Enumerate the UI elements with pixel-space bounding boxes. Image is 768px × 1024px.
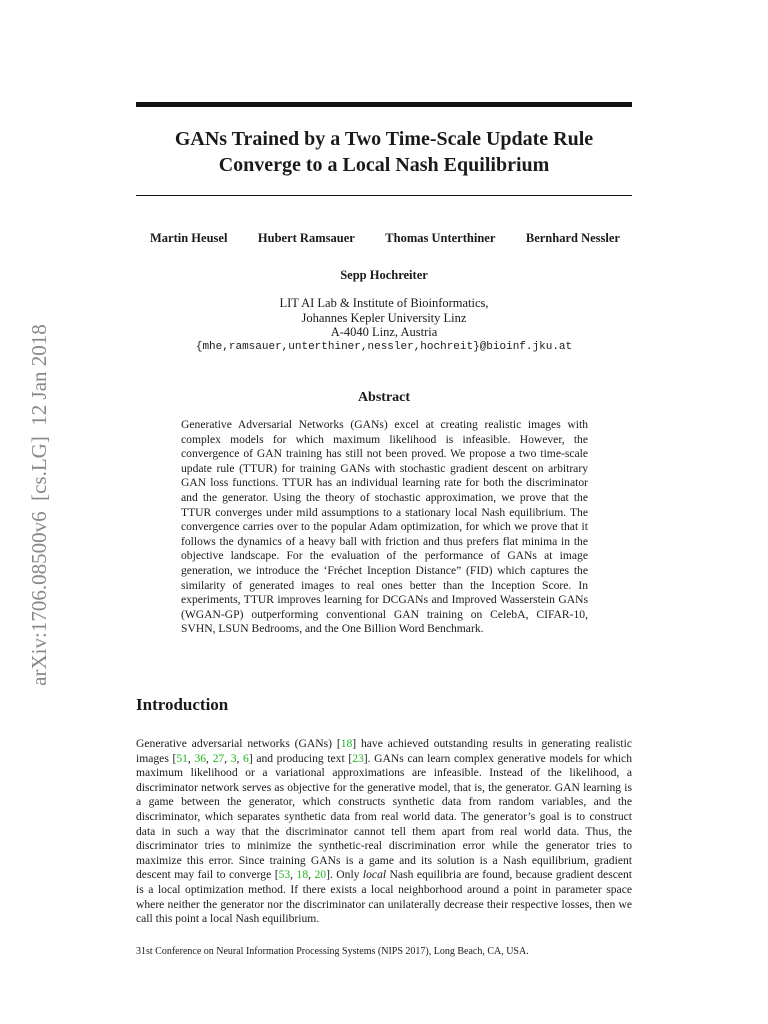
affiliation-block [136,296,632,354]
arxiv-stamp [18,280,58,730]
citation-link[interactable]: 18 [340,737,353,750]
emphasis-text: local [362,868,387,882]
author-name: Bernhard Nessler [525,231,620,245]
citation-link[interactable]: 3 [230,751,237,765]
citation-link[interactable]: 27 [212,751,225,765]
title-line-2: Converge to a Local Nash Equilibrium [218,154,550,176]
citation-link[interactable]: 23 [352,751,364,765]
citation-link[interactable]: 53 [278,868,291,882]
affiliation-line: Johannes Kepler University Linz [301,310,467,325]
author-name: Hubert Ramsauer [257,231,355,245]
author-name: Martin Heusel [150,231,228,245]
paper-title [136,126,632,178]
intro-text: ] have achieved outstanding results in generating realistic images [ [136,737,632,765]
abstract-heading: Abstract [357,390,411,405]
affiliation-line: A-4040 Linz, Austria [330,325,438,339]
intro-text: ]. GANs can learn complex generative models for which maximum likelihood or a variational approximations are infeasible. Instead of the likelihood, a discriminator network serves as objective for the generative model, that is, the generator. GAN learning is a game between the generator, which constructs synthetic data from random variables, and the discriminator, which separates synthetic data from real world data. The generator’s goal is to construct data in such a way that the discriminator cannot tell them apart from real world data. Thus, the discriminator tries to minimize the synthetic-real discrimination error while the generator tries to maximize this error. Since training GANs is a game and its solution is a Nash equilibrium, gradient descent may fail to converge [ [136,751,633,882]
author-emails: {mhe,ramsauer,unterthiner,nessler,hochreit}@bioinf.jku.at [195,340,573,353]
introduction-heading: Introduction [136,695,229,714]
title-bottom-rule [136,195,632,196]
conference-footnote: 31st Conference on Neural Information Processing Systems (NIPS 2017), Long Beach, CA, USA. [136,946,529,957]
intro-text: Nash equilibria are found, because gradient descent is a local optimization method. If there exists a local neighborhood around a point in parameter space where neither the generator nor the discriminator can unilaterally decrease their respective losses, then we call this point a local Nash equilibrium. [136,868,633,926]
intro-text: ] and producing text [ [248,751,353,765]
author-name: Thomas Unterthiner [385,231,496,245]
citation-link[interactable]: 20 [314,868,327,882]
citation-link[interactable]: 36 [194,751,207,765]
arxiv-stamp-text: arXiv:1706.08500v6 [cs.LG] 12 Jan 2018 [27,324,51,686]
abstract-text: Generative Adversarial Networks (GANs) excel at creating realistic images with complex models for which maximum likelihood is infeasible. However, the convergence of GAN training has still not been proved. We propose a two time-scale update rule (TTUR) for training GANs with stochastic gradient descent on arbitrary GAN loss functions. TTUR has an individual learning rate for both the discriminator and the generator. Using the theory of stochastic approximation, we prove that the TTUR converges under mild assumptions to a stationary local Nash equilibrium. The convergence carries over to the popular Adam optimization, for which we prove that it follows the dynamics of a heavy ball with friction and thus prefers flat minima in the objective landscape. For the evaluation of the performance of GANs at image generation, we introduce the ‘Fréchet Inception Distance” (FID) which captures the similarity of generated images to real ones better than the Inception Score. In experiments, TTUR improves learning for DCGANs and Improved Wasserstein GANs (WGAN-GP) outperforming conventional GAN training on CelebA, CIFAR-10, SVHN, LSUN Bedrooms, and the One Billion Word Benchmark. [181,418,588,636]
citation-link[interactable]: 18 [296,868,309,882]
intro-text: Generative adversarial networks (GANs) [ [136,737,341,750]
affiliation-line: LIT AI Lab & Institute of Bioinformatics, [279,296,489,310]
senior-author: Sepp Hochreiter [340,268,428,282]
citation-link[interactable]: 51 [176,751,188,765]
author-list [150,231,620,246]
introduction-paragraph: Generative adversarial networks (GANs) [18] have achieved outstanding results in generating realistic images [51, 36, 27, 3, 6] and producing text [23]. GANs can learn complex generative models for which maximum likelihood or a variational approximations are infeasible. Instead of the likelihood, a discriminator network serves as objective for the generative model, that is, the generator. GAN learning is a game between the generator, which constructs synthetic data from random variables, and the discriminator, which separates synthetic data from real world data. The generator’s goal is to construct data in such a way that the discriminator cannot tell them apart from real world data. Thus, the discriminator tries to minimize the synthetic-real discrimination error while the generator tries to maximize this error. Since training GANs is a game and its solution is a Nash equilibrium, gradient descent may fail to converge [53, 18, 20]. Only local Nash equilibria are found, because gradient descent is a local optimization method. If there exists a local neighborhood around a point in parameter space where neither the generator nor the discriminator can unilaterally decrease their respective losses, then we call this point a local Nash equilibrium. [136,737,633,926]
intro-text: ]. Only [326,868,363,882]
citation-link[interactable]: 6 [243,751,249,765]
title-top-rule [136,102,632,107]
title-line-1: GANs Trained by a Two Time-Scale Update Rule [174,128,594,150]
